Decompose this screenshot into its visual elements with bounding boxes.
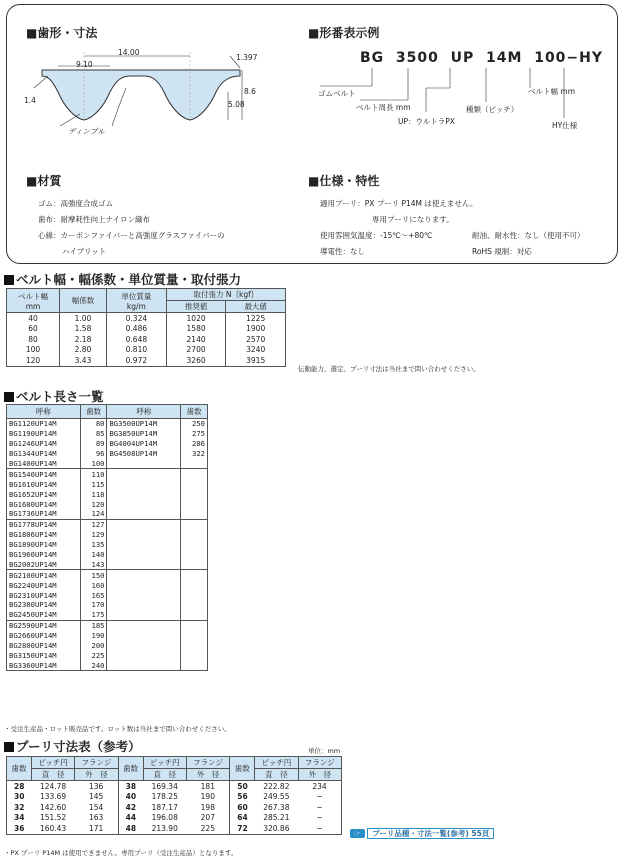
pulley-cell: 234 xyxy=(312,781,327,791)
pulley-cell: − xyxy=(316,792,323,802)
width-table-cell: 3260 xyxy=(166,355,226,366)
empty-cell xyxy=(181,550,208,560)
pulley-cell: 163 xyxy=(89,813,104,823)
pulley-cell: 36 xyxy=(7,823,32,834)
empty-cell xyxy=(181,489,208,499)
th-flange: フランジ xyxy=(298,757,342,769)
belt-teeth: 240 xyxy=(80,660,107,670)
belt-name: BG3360UP14M xyxy=(7,660,81,670)
empty-cell xyxy=(107,660,181,670)
belt-teeth: 96 xyxy=(80,449,107,459)
th-diam: 直 径 xyxy=(255,769,298,781)
label-hy: HY仕様 xyxy=(552,121,578,130)
belt-name: BG2660UP14M xyxy=(7,631,81,641)
belt-name: BG2590UP14M xyxy=(7,620,81,630)
empty-cell xyxy=(107,469,181,479)
pulley-cell: 181 xyxy=(200,781,215,791)
th-teeth: 歯数 xyxy=(230,757,255,781)
pulley-note: ・PX プーリ P14M は使用できません。専用プーリ（受注生産品）となります。 xyxy=(4,849,238,857)
th-outer: 外 径 xyxy=(75,769,118,781)
width-table-cell: 3240 xyxy=(226,345,286,356)
belt-name: BG4004UP14M xyxy=(107,439,181,449)
width-table-cell: 100 xyxy=(7,345,60,356)
empty-cell xyxy=(107,499,181,509)
label-type: 種類（ピッチ） xyxy=(466,105,519,114)
width-table-cell: 40 xyxy=(7,313,60,324)
width-table-cell: 0.324 xyxy=(106,313,166,324)
length-table-row xyxy=(7,559,208,569)
length-table-row xyxy=(7,530,208,540)
code-bg: BG xyxy=(360,50,385,66)
th-name-1: 呼称 xyxy=(7,405,81,419)
belt-name: BG3500UP14M xyxy=(107,419,181,429)
belt-teeth: 100 xyxy=(80,459,107,469)
code-up: UP xyxy=(450,50,475,66)
pulley-cell: 151.52 xyxy=(39,813,67,823)
pulley-cell: 145 xyxy=(89,792,104,802)
empty-cell xyxy=(107,559,181,569)
label-length: ベルト周長 mm xyxy=(356,103,411,112)
empty-cell xyxy=(107,631,181,641)
belt-teeth: 175 xyxy=(80,610,107,620)
pulley-cell: 225 xyxy=(200,823,215,833)
empty-cell xyxy=(181,559,208,569)
belt-teeth: 160 xyxy=(80,580,107,590)
belt-name: BG1400UP14M xyxy=(7,459,81,469)
length-table-row xyxy=(7,590,208,600)
pulley-cell: 28 xyxy=(7,781,32,792)
length-table-row xyxy=(7,600,208,610)
length-table-row xyxy=(7,641,208,651)
empty-cell xyxy=(107,540,181,550)
pulley-cell: 60 xyxy=(230,802,255,813)
pulley-cell: 42 xyxy=(118,802,143,813)
pulley-cell: 190 xyxy=(200,792,215,802)
belt-name: BG1960UP14M xyxy=(7,550,81,560)
length-table xyxy=(6,404,208,671)
th-teeth-2: 歯数 xyxy=(181,405,208,419)
empty-cell xyxy=(107,530,181,540)
empty-cell xyxy=(181,580,208,590)
dim-top: 9.10 xyxy=(76,60,93,69)
belt-name: BG2380UP14M xyxy=(7,600,81,610)
belt-teeth: 286 xyxy=(181,439,208,449)
length-table-row xyxy=(7,519,208,529)
pulley-cell: 178.25 xyxy=(151,792,178,802)
th-rec: 推奨値 xyxy=(166,301,226,313)
belt-teeth: 250 xyxy=(181,419,208,429)
th-width: ベルト幅 mm xyxy=(7,289,60,313)
designation-code xyxy=(360,50,603,66)
th-flange: フランジ xyxy=(75,757,118,769)
width-table-heading: ベルト幅・幅係数・単位質量・取付張力 xyxy=(4,270,241,288)
empty-cell xyxy=(107,550,181,560)
length-table-row xyxy=(7,540,208,550)
th-outer: 外 径 xyxy=(186,769,229,781)
profile-heading: ■歯形・寸法 xyxy=(26,26,98,40)
pulley-cell: 133.69 xyxy=(39,792,67,802)
empty-cell xyxy=(181,620,208,630)
pulley-cell: 171 xyxy=(89,823,104,833)
length-table-row xyxy=(7,660,208,670)
width-table-note: 伝動能力、選定、プーリ寸法は当社まで問い合わせください。 xyxy=(298,365,480,373)
th-teeth-1: 歯数 xyxy=(80,405,107,419)
empty-cell xyxy=(181,499,208,509)
length-table-row xyxy=(7,499,208,509)
length-table-row xyxy=(7,489,208,499)
belt-name: BG2240UP14M xyxy=(7,580,81,590)
dimple-label: ディンプル xyxy=(68,127,105,136)
belt-teeth: 89 xyxy=(80,439,107,449)
width-table-cell: 0.972 xyxy=(106,355,166,366)
width-table-cell: 1.00 xyxy=(60,313,107,324)
pulley-cell: 207 xyxy=(200,813,215,823)
length-table-row xyxy=(7,580,208,590)
belt-profile-diagram xyxy=(30,48,270,138)
length-table-row xyxy=(7,469,208,479)
belt-name: BG3850UP14M xyxy=(107,429,181,439)
belt-name: BG1344UP14M xyxy=(7,449,81,459)
pulley-cell: − xyxy=(316,802,323,812)
pulley-table xyxy=(6,756,342,835)
pulley-cell: 48 xyxy=(118,823,143,834)
belt-name: BG1778UP14M xyxy=(7,519,81,529)
belt-name: BG1246UP14M xyxy=(7,439,81,449)
pulley-cell: 136 xyxy=(89,781,104,791)
th-teeth: 歯数 xyxy=(7,757,32,781)
link-icon: ☞ xyxy=(350,829,365,838)
pulley-cell: 198 xyxy=(200,802,215,812)
belt-teeth: 190 xyxy=(80,631,107,641)
width-table-cell: 1900 xyxy=(226,324,286,335)
spec-heading: ■仕様・特性 xyxy=(308,174,380,188)
width-table-cell: 2140 xyxy=(166,334,226,345)
belt-name: BG1540UP14M xyxy=(7,469,81,479)
belt-teeth: 124 xyxy=(80,509,107,519)
width-table-row xyxy=(7,313,286,324)
spec-resist: 耐油、耐水性：なし（使用不可） xyxy=(472,231,585,240)
pulley-cell: 50 xyxy=(230,781,255,792)
dim-r: 1.397 xyxy=(236,53,258,62)
belt-teeth: 129 xyxy=(80,530,107,540)
dim-h: 8.6 xyxy=(244,87,256,96)
belt-teeth: 225 xyxy=(80,650,107,660)
pulley-table-heading: プーリ寸法表（参考） xyxy=(4,737,141,755)
empty-cell xyxy=(107,590,181,600)
empty-cell xyxy=(181,650,208,660)
empty-cell xyxy=(181,479,208,489)
pulley-cell: 56 xyxy=(230,792,255,803)
th-diam: 直 径 xyxy=(143,769,186,781)
empty-cell xyxy=(107,459,181,469)
belt-name: BG1610UP14M xyxy=(7,479,81,489)
empty-cell xyxy=(181,610,208,620)
width-table-cell: 2700 xyxy=(166,345,226,356)
length-table-row xyxy=(7,550,208,560)
belt-name: BG1736UP14M xyxy=(7,509,81,519)
belt-teeth: 118 xyxy=(80,489,107,499)
th-name-2: 呼称 xyxy=(107,405,181,419)
empty-cell xyxy=(181,469,208,479)
width-table-row xyxy=(7,345,286,356)
belt-teeth: 150 xyxy=(80,570,107,580)
material-line-2: 歯布：耐摩耗性向上ナイロン織布 xyxy=(38,215,150,224)
empty-cell xyxy=(107,641,181,651)
spec-line-2: 専用プーリになります。 xyxy=(372,215,454,224)
label-rubber-belt: ゴムベルト xyxy=(318,89,356,98)
empty-cell xyxy=(181,509,208,519)
dim-base: 1.4 xyxy=(24,96,36,105)
label-up: UP：ウルトラPX xyxy=(398,117,455,126)
spec-conduct: 導電性：なし xyxy=(320,247,365,256)
width-table-cell: 0.810 xyxy=(106,345,166,356)
th-max: 最大値 xyxy=(226,301,286,313)
belt-teeth: 165 xyxy=(80,590,107,600)
material-line-1: ゴム：高強度合成ゴム xyxy=(38,199,113,208)
pulley-cell: 34 xyxy=(7,813,32,824)
belt-teeth: 85 xyxy=(80,429,107,439)
empty-cell xyxy=(181,641,208,651)
pulley-table-row xyxy=(7,823,342,834)
pulley-cell: 30 xyxy=(7,792,32,803)
pulley-unit: 単位：mm xyxy=(308,747,341,755)
length-table-row xyxy=(7,439,208,449)
width-table-row xyxy=(7,334,286,345)
belt-teeth: 140 xyxy=(80,550,107,560)
length-table-row xyxy=(7,449,208,459)
belt-teeth: 143 xyxy=(80,559,107,569)
pulley-cell: 72 xyxy=(230,823,255,834)
belt-name: BG3150UP14M xyxy=(7,650,81,660)
belt-teeth: 170 xyxy=(80,600,107,610)
belt-name: BG1806UP14M xyxy=(7,530,81,540)
pulley-cell: − xyxy=(316,823,323,833)
length-table-row xyxy=(7,459,208,469)
th-coef: 幅係数 xyxy=(60,289,107,313)
pulley-cell: 249.55 xyxy=(263,792,290,802)
belt-name: BG1190UP14M xyxy=(7,429,81,439)
width-table-cell: 0.648 xyxy=(106,334,166,345)
empty-cell xyxy=(107,519,181,529)
empty-cell xyxy=(181,590,208,600)
length-table-row xyxy=(7,620,208,630)
belt-teeth: 127 xyxy=(80,519,107,529)
belt-teeth: 322 xyxy=(181,449,208,459)
belt-teeth: 110 xyxy=(80,469,107,479)
material-line-3: 心線：カーボンファイバーと高強度グラスファイバーの xyxy=(38,231,225,240)
width-table-cell: 0.486 xyxy=(106,324,166,335)
belt-name: BG1890UP14M xyxy=(7,540,81,550)
belt-name: BG2310UP14M xyxy=(7,590,81,600)
empty-cell xyxy=(181,459,208,469)
pulley-cell: 196.08 xyxy=(151,813,178,823)
empty-cell xyxy=(107,570,181,580)
width-table-cell: 60 xyxy=(7,324,60,335)
designation-heading: ■形番表示例 xyxy=(308,26,380,40)
empty-cell xyxy=(181,519,208,529)
width-table-cell: 120 xyxy=(7,355,60,366)
pulley-table-row xyxy=(7,781,342,792)
width-table-cell: 3.43 xyxy=(60,355,107,366)
belt-name: BG2100UP14M xyxy=(7,570,81,580)
width-table-cell: 2570 xyxy=(226,334,286,345)
code-width: 100−HY xyxy=(534,50,604,66)
pulley-cell: 187.17 xyxy=(151,802,178,812)
th-pitch: ピッチ円 xyxy=(143,757,186,769)
empty-cell xyxy=(107,620,181,630)
pulley-cell: − xyxy=(316,813,323,823)
empty-cell xyxy=(107,509,181,519)
pulley-cell: 142.60 xyxy=(39,802,67,812)
belt-name: BG2800UP14M xyxy=(7,641,81,651)
pulley-cell: 154 xyxy=(89,802,104,812)
spec-line-1: 適用プーリ：PX プーリ P14M は使えません。 xyxy=(320,199,478,208)
pulley-cell: 40 xyxy=(118,792,143,803)
length-table-row xyxy=(7,650,208,660)
width-table xyxy=(6,288,286,367)
spec-rohs: RoHS 規制：対応 xyxy=(472,247,532,256)
material-heading: ■材質 xyxy=(26,174,62,188)
length-table-row xyxy=(7,570,208,580)
width-table-cell: 3915 xyxy=(226,355,286,366)
pulley-link[interactable]: ☞ プーリ品種・寸法一覧(参考) 55頁 xyxy=(350,828,494,839)
width-table-cell: 1580 xyxy=(166,324,226,335)
length-table-row xyxy=(7,419,208,429)
length-table-note: ・受注生産品・ロット販売品です。ロット数は当社まで問い合わせください。 xyxy=(4,725,231,733)
width-table-cell: 2.18 xyxy=(60,334,107,345)
width-table-cell: 1225 xyxy=(226,313,286,324)
empty-cell xyxy=(181,600,208,610)
length-table-row xyxy=(7,610,208,620)
empty-cell xyxy=(107,600,181,610)
width-table-row xyxy=(7,324,286,335)
label-width: ベルト幅 mm xyxy=(528,87,575,96)
length-table-row xyxy=(7,631,208,641)
belt-name: BG2450UP14M xyxy=(7,610,81,620)
pulley-table-row xyxy=(7,802,342,813)
material-line-4: ハイブリット xyxy=(62,247,107,256)
th-tension: 取付張力 N｛kgf｝ xyxy=(166,289,285,301)
empty-cell xyxy=(107,650,181,660)
pulley-cell: 169.34 xyxy=(151,781,178,791)
length-table-row xyxy=(7,509,208,519)
pulley-cell: 285.21 xyxy=(263,813,290,823)
spec-temp: 使用雰囲気温度：-15℃～+80℃ xyxy=(320,231,433,240)
pulley-cell: 213.90 xyxy=(151,823,178,833)
pulley-cell: 64 xyxy=(230,813,255,824)
dim-tooth: 5.08 xyxy=(228,100,245,109)
empty-cell xyxy=(181,570,208,580)
pulley-cell: 44 xyxy=(118,813,143,824)
th-pitch: ピッチ円 xyxy=(31,757,74,769)
th-outer: 外 径 xyxy=(298,769,342,781)
length-table-row xyxy=(7,429,208,439)
code-type: 14M xyxy=(486,50,523,66)
pulley-cell: 124.78 xyxy=(39,781,67,791)
length-table-row xyxy=(7,479,208,489)
pulley-table-row xyxy=(7,792,342,803)
belt-name: BG1652UP14M xyxy=(7,489,81,499)
belt-teeth: 115 xyxy=(80,479,107,489)
belt-teeth: 200 xyxy=(80,641,107,651)
belt-name: BG1120UP14M xyxy=(7,419,81,429)
empty-cell xyxy=(181,540,208,550)
empty-cell xyxy=(181,631,208,641)
pulley-table-row xyxy=(7,813,342,824)
belt-name: BG4508UP14M xyxy=(107,449,181,459)
th-flange: フランジ xyxy=(186,757,229,769)
th-teeth: 歯数 xyxy=(118,757,143,781)
pulley-cell: 38 xyxy=(118,781,143,792)
width-table-cell: 1020 xyxy=(166,313,226,324)
pulley-cell: 320.86 xyxy=(263,823,290,833)
th-diam: 直 径 xyxy=(31,769,74,781)
belt-name: BG1680UP14M xyxy=(7,499,81,509)
belt-name: BG2002UP14M xyxy=(7,559,81,569)
code-length: 3500 xyxy=(395,50,439,66)
pulley-cell: 32 xyxy=(7,802,32,813)
empty-cell xyxy=(107,580,181,590)
width-table-row xyxy=(7,355,286,366)
belt-teeth: 80 xyxy=(80,419,107,429)
empty-cell xyxy=(107,479,181,489)
pulley-cell: 222.82 xyxy=(263,781,290,791)
belt-teeth: 135 xyxy=(80,540,107,550)
belt-teeth: 275 xyxy=(181,429,208,439)
belt-teeth: 120 xyxy=(80,499,107,509)
pulley-cell: 267.38 xyxy=(263,802,290,812)
th-pitch: ピッチ円 xyxy=(255,757,298,769)
width-table-cell: 1.58 xyxy=(60,324,107,335)
th-mass: 単位質量 kg/m xyxy=(106,289,166,313)
length-table-heading: ベルト長さ一覧 xyxy=(4,387,104,405)
empty-cell xyxy=(181,660,208,670)
belt-teeth: 185 xyxy=(80,620,107,630)
pulley-cell: 160.43 xyxy=(39,823,67,833)
width-table-cell: 2.80 xyxy=(60,345,107,356)
width-table-cell: 80 xyxy=(7,334,60,345)
empty-cell xyxy=(181,530,208,540)
empty-cell xyxy=(107,489,181,499)
empty-cell xyxy=(107,610,181,620)
dim-pitch: 14.00 xyxy=(118,48,140,57)
